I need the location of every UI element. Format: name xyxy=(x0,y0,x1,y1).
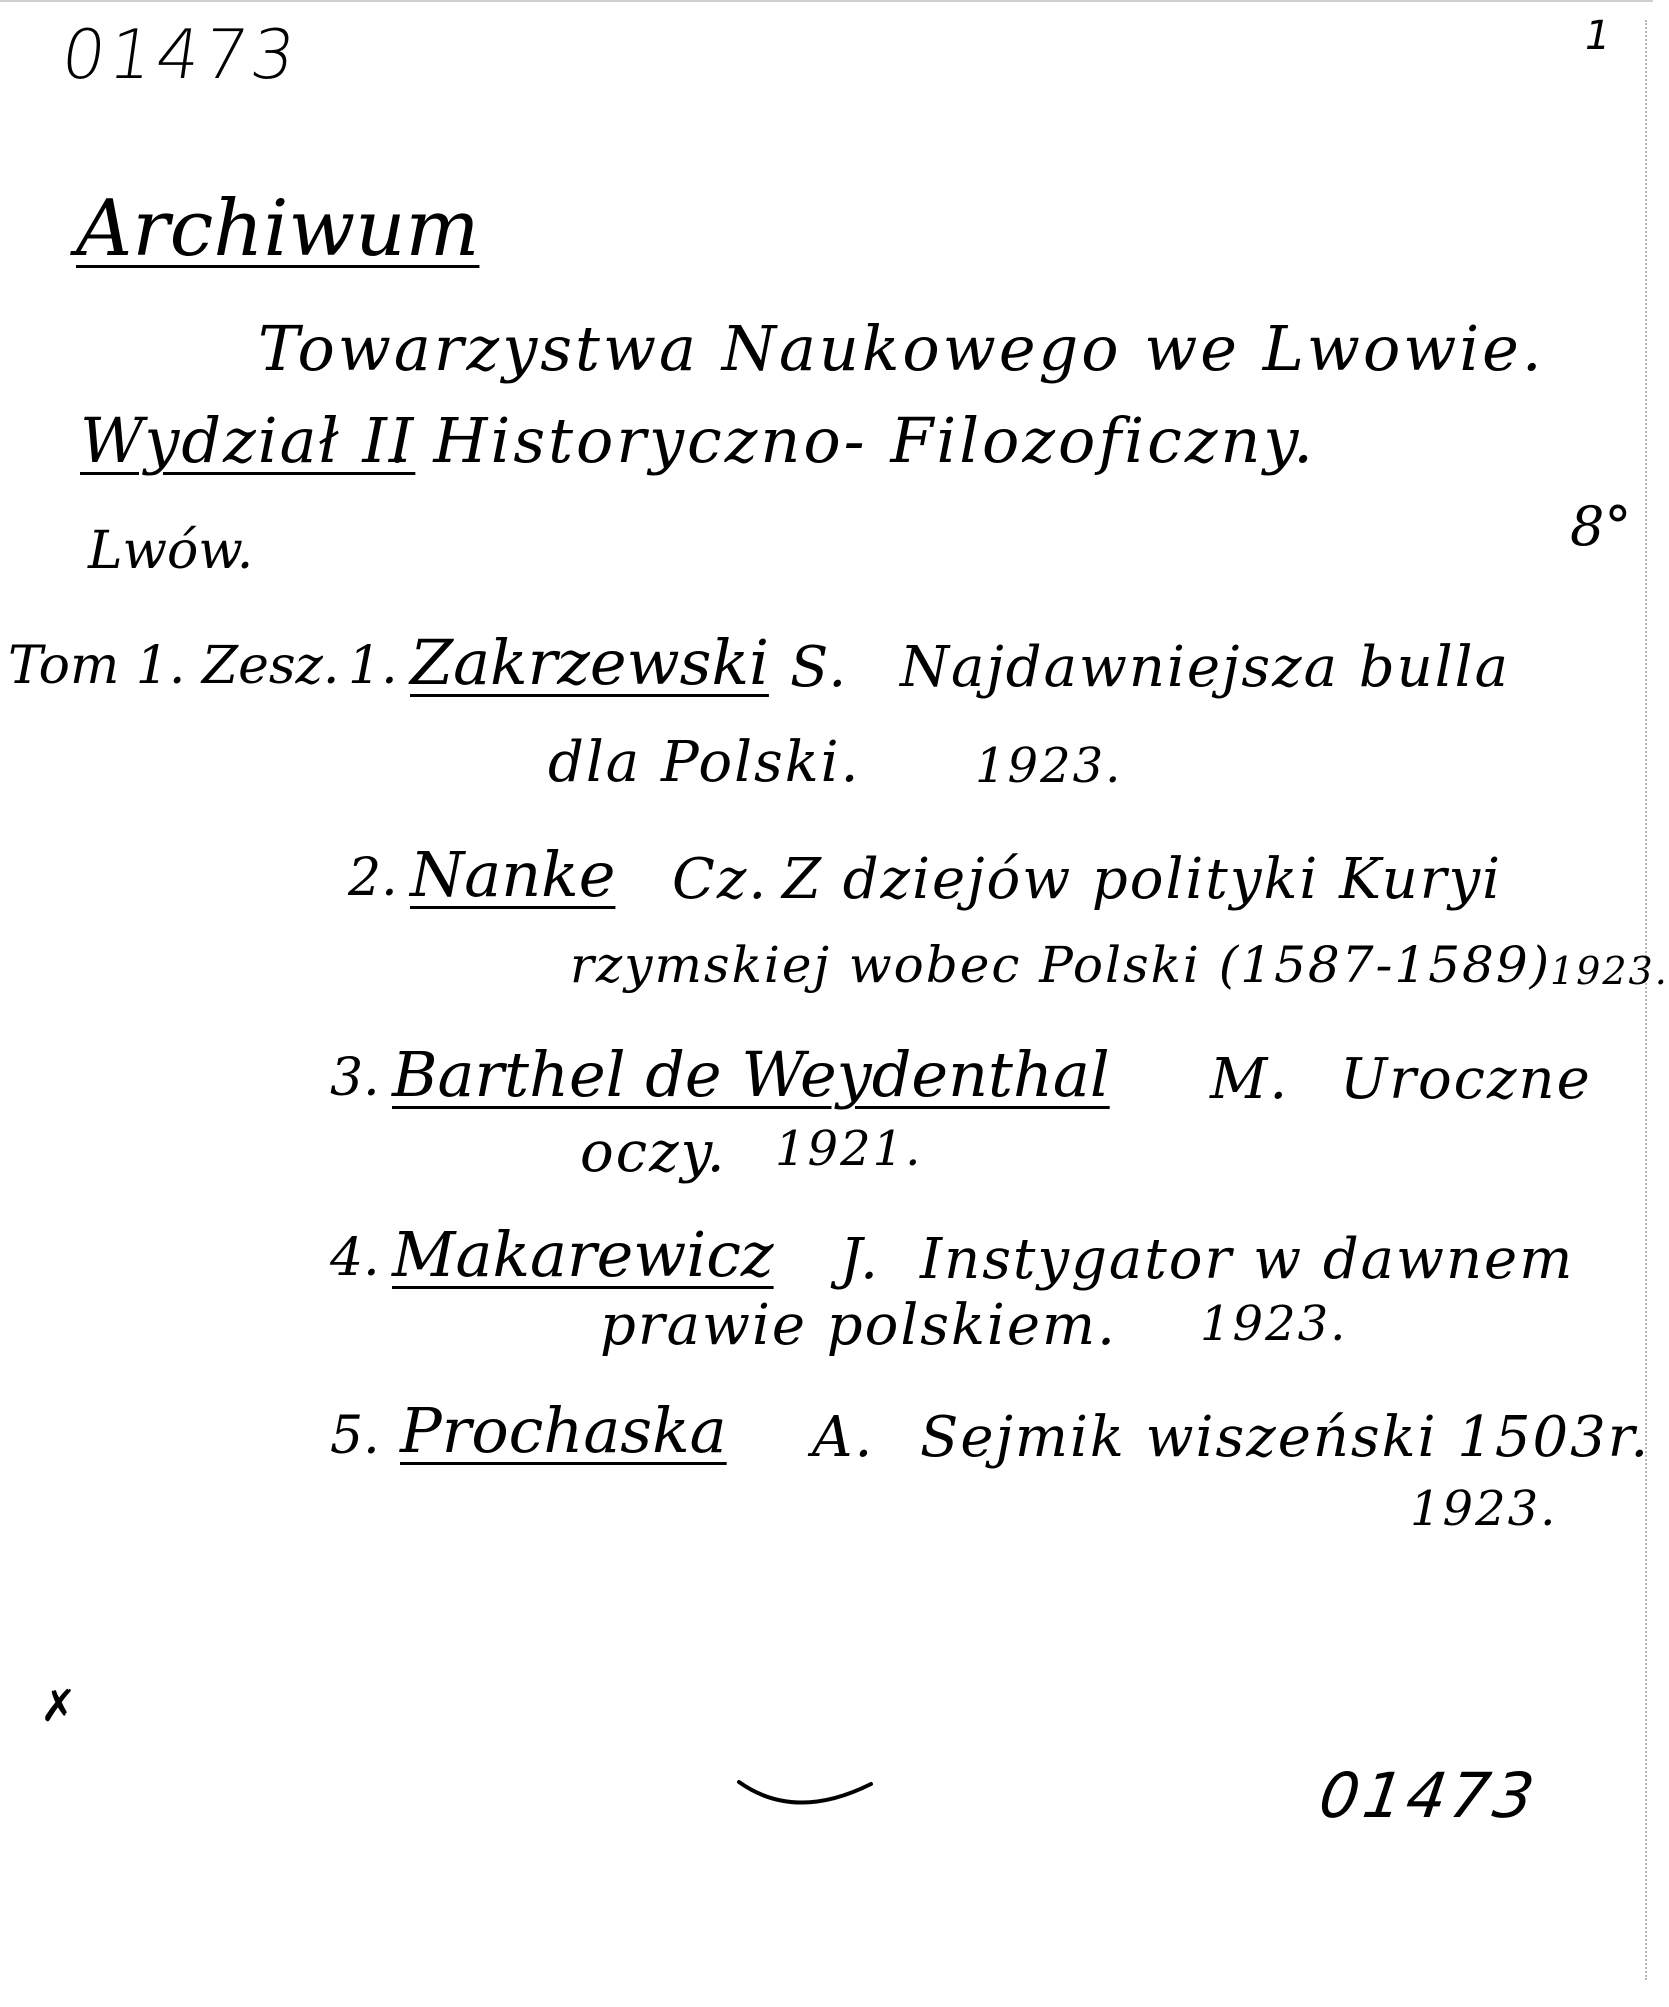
entry-title-line1: Z dziejów polityki Kuryi xyxy=(782,847,1503,912)
entry-title-line2: oczy. xyxy=(580,1120,727,1185)
entry-initial: Cz. xyxy=(672,847,769,912)
place-name: Lwów. xyxy=(88,521,254,581)
archive-heading: Archiwum xyxy=(76,184,480,274)
entry-initial: S. xyxy=(790,635,849,700)
entry-initial: A. xyxy=(812,1405,875,1470)
entry-author: Makarewicz xyxy=(392,1218,774,1291)
entry-year: 1923. xyxy=(1200,1296,1348,1352)
entry-year: 1921. xyxy=(775,1121,923,1177)
entry-title-line2: prawie polskiem. xyxy=(600,1293,1117,1358)
card-number-bottom: 01473 xyxy=(1314,1759,1543,1832)
entry-title-line1: Instygator w dawnem xyxy=(920,1227,1575,1292)
entry-number: 5. xyxy=(330,1406,380,1466)
department-name: . Historyczno- Filozoficzny. xyxy=(388,404,1316,477)
entry-title-line1: Uroczne xyxy=(1340,1047,1592,1112)
entry-author: Barthel de Weydenthal xyxy=(392,1038,1110,1111)
entry-title-line2: dla Polski. xyxy=(548,730,861,795)
card-right-edge xyxy=(1642,20,1647,1980)
entry-initial: M. xyxy=(1210,1047,1290,1112)
card-number-top: 01473 xyxy=(56,16,304,95)
entry-author: Zakrzewski xyxy=(410,626,769,699)
page-mark: 1 xyxy=(1585,13,1611,59)
entry-title-line2: rzymskiej wobec Polski (1587-1589) xyxy=(570,936,1552,994)
entry-number: 2. xyxy=(348,848,398,908)
check-mark: ✗ xyxy=(40,1681,77,1732)
society-name: Towarzystwa Naukowego we Lwowie. xyxy=(258,312,1545,385)
entry-year: 1923. xyxy=(975,738,1123,794)
department-label: Wydział II xyxy=(80,404,416,477)
card-top-edge xyxy=(0,0,1653,5)
entry-author: Nanke xyxy=(410,838,616,911)
entry-title-line1: Najdawniejsza bulla xyxy=(900,635,1510,700)
format-mark: 8° xyxy=(1570,495,1632,558)
entry-initial: J. xyxy=(840,1227,880,1292)
entry-number: 3. xyxy=(330,1048,380,1108)
entry-number: 1. xyxy=(348,636,398,696)
curved-stroke-mark xyxy=(735,1770,875,1830)
volume-label: Tom 1. Zesz. xyxy=(8,636,340,696)
entry-year: 1923. xyxy=(1410,1481,1558,1537)
entry-title-line1: Sejmik wiszeński 1503r. xyxy=(920,1405,1651,1470)
entry-number: 4. xyxy=(330,1228,380,1288)
entry-year: 1923. xyxy=(1550,949,1669,993)
entry-author: Prochaska xyxy=(400,1394,727,1467)
